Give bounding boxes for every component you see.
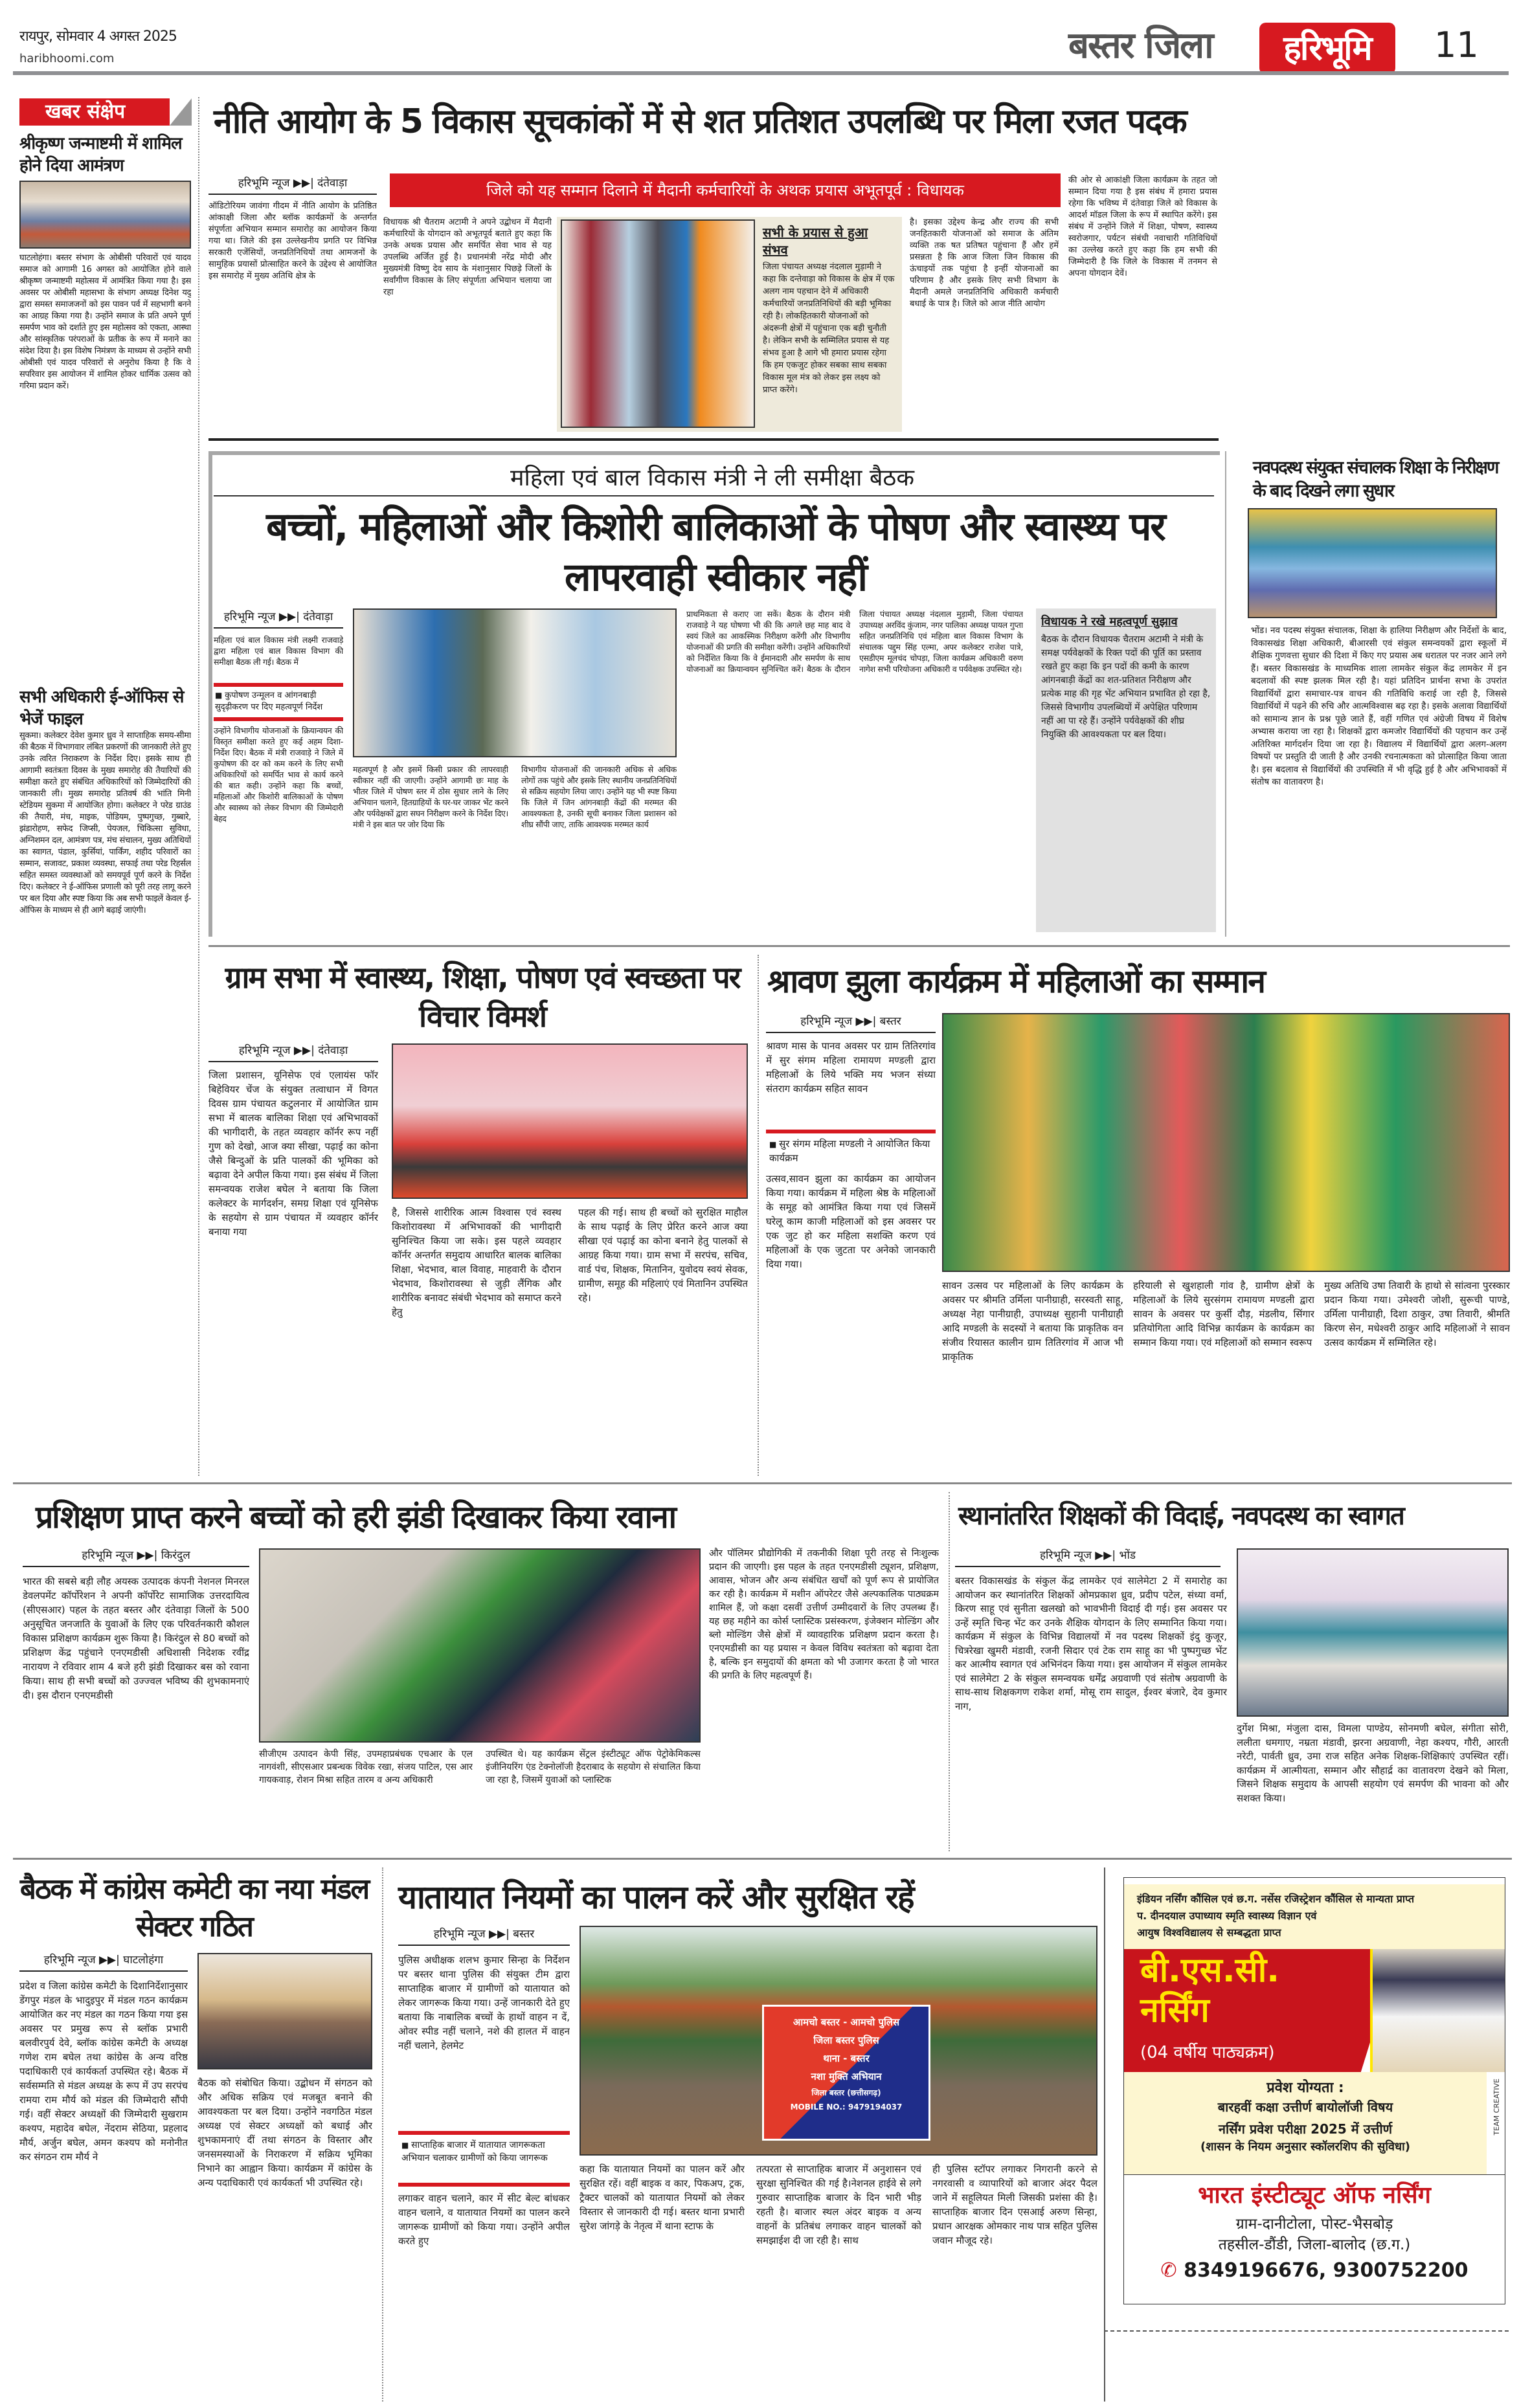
story7-headline: स्थानांतरित शिक्षकों की विदाई, नवपदस्थ का स्वागत xyxy=(958,1501,1404,1531)
byline-place: घाटलोहंगा xyxy=(123,1954,164,1967)
story8-headline: बैठक में कांग्रेस कमेटी का नया मंडल सेक्टर गठित xyxy=(19,1873,369,1943)
story4-byline xyxy=(208,1042,378,1062)
byline-source: हरिभूमि न्यूज xyxy=(1040,1549,1092,1562)
brief-headline: सभी अधिकारी ई-ऑफिस से भेजें फाइल xyxy=(19,687,184,729)
story6-photo-flag-off xyxy=(259,1548,701,1743)
story9-byline xyxy=(398,1926,570,1946)
column-divider xyxy=(382,1867,383,2402)
ad-course-title-2: नर्सिंग xyxy=(1140,1991,1210,2030)
section-divider xyxy=(13,1858,1512,1860)
nasha-mukti-banner xyxy=(762,2005,930,2141)
banner-line: जिला बस्तर (छत्तीसगढ़) xyxy=(811,2088,881,2097)
story1-headline: नीति आयोग के 5 विकास सूचकांकों में से शत प्रतिशत उपलब्धि पर मिला रजत पदक xyxy=(214,102,1186,141)
story5-col4: मुख्य अतिथि उषा तिवारी के हाथो से सांत्वना पुरस्कार प्रदान किया गया। उमेश्वरी जोशी, सुरूची पाण्डे, उर्मिला पानीग्राही, दिशा ठाकुर, उषा तिवारी, श्रीमति किरण सेन, मधेश्वरी ठाकुर आदि महिलाओं ने सावन उत्सव कार्यक्रम में सम्मिलित रहे। xyxy=(1324,1280,1510,1348)
story2-sidebox xyxy=(1036,608,1216,932)
highlight-top-bar xyxy=(214,683,343,687)
byline-place: दंतेवाड़ा xyxy=(317,177,348,190)
story2-photo-meeting xyxy=(353,608,677,757)
ad-address-2: तहसील-डौंडी, जिला-बालोद (छ.ग.) xyxy=(1218,2236,1411,2253)
byline-place: दंतेवाड़ा xyxy=(318,1044,348,1057)
banner-line: आमचो बस्तर - आमचो पुलिस xyxy=(793,2016,900,2028)
phone-icon: ✆ xyxy=(1160,2259,1177,2282)
banner-line: जिला बस्तर पुलिस xyxy=(813,2035,879,2046)
ad-course-title-1: बी.एस.सी. xyxy=(1140,1951,1279,1990)
page-number: 11 xyxy=(1434,25,1479,65)
byline-source: हरिभूमि न्यूज xyxy=(82,1549,134,1562)
ad-eligibility-3: (शासन के नियम अनुसार स्कॉलरशिप की सुविधा) xyxy=(1200,2140,1410,2154)
story8-col1: प्रदेश व जिला कांग्रेस कमेटी के दिशानिर्देशानुसार डेंगपुर मंडल के भादुइपुर में मंडल गठन कार्यक्रम आयोजित कर नए मंडल का गठन किया गया इस अवसर पर प्रमुख रूप से ब्लॉक प्रभारी बलवीरपुर्य देवे, ब्लॉक कांग्रेस कमेटी के अध्यक्ष गणेश राम बघेल तथा कांग्रेस के अन्य वरिष्ठ पदाधिकारी एवं कार्यकर्ता उपस्थित रहे। बैठक में सर्वसम्मति से मंडल अध्यक्ष के रूप में उप सरपंच रामया राम मौर्य को मंडल की जिम्मेदारी सौंपी गई। वहीं सेक्टर अध्यक्षों की जिम्मेदारी सुखराम कश्यप, महादेव बघेल, नेंदराम सेठिया, प्रहलाद मौर्य, अर्जुन बघेल, अमन कश्यप को मनोनीत कर संगठन राम मौर्य ने xyxy=(19,1980,188,2163)
byline-place: दंतेवाड़ा xyxy=(303,610,333,623)
story9-headline: यातायात नियमों का पालन करें और सुरक्षित रहें xyxy=(398,1878,914,1916)
byline-arrow-icon: ▶▶| xyxy=(1095,1549,1116,1562)
highlight-top-bar xyxy=(398,2131,570,2135)
story4-headline: ग्राम सभा में स्वास्थ्य, शिक्षा, पोषण एवं स्वच्छता पर विचार विमर्श xyxy=(225,960,740,1034)
story9-col4: ही पुलिस स्टॉपर लगाकर निगरानी करने से नगरवासी व व्यापारियों को बाजार अंदर पैदल जाने में सहूलियत मिली जिसकी प्रशंसा की है। साप्ताहिक बाजार दिन एसआई अरुण सिन्हा, प्रधान आरक्षक ओमकार नाथ पात्र सहित पुलिस जवान मौजूद रहे। xyxy=(932,2163,1097,2246)
brief-kicker: खबर संक्षेप xyxy=(19,98,188,126)
story8-photo-congress-meeting xyxy=(197,1953,372,2069)
story6-headline: प्रशिक्षण प्राप्त करने बच्चों को हरी झंडी दिखाकर किया रवाना xyxy=(36,1499,676,1535)
highlight-bottom-bar xyxy=(398,2183,570,2187)
brief-body: सुकमा। कलेक्टर देवेश कुमार ध्रुव ने साप्ताहिक समय-सीमा की बैठक में विभागवार लंबित प्रकरणों की जानकारी लेते हुए उनके त्वरित निराकरण के निर्देश दिए। इसके साथ ही आगामी स्वतंत्रता दिवस के मुख्य समारोह की तैयारियों की समीक्षा करते हुए संबंधित अधिकारियों को जिम्मेदारियों की जानकारी ली। मुख्य समारोह प्रतिवर्ष की भांति मिनी स्टेडियम सुकमा में आयोजित होगा। कलेक्टर ने परेड ग्राउंड की तैयारी, मंच, माइक, पोडियम, पुष्पगुच्छ, गुब्बारे, झंडारोहण, सफेद जिप्सी, पेयजल, चिकित्सा सुविधा, अग्निशमन दल, आमंत्रण पत्र, मंच संचालन, मुख्य अतिथियों का स्वागत, पंडाल, कुर्सियां, पार्किंग, शहीद परिवारों का सम्मान, सजावट, प्रकाश व्यवस्था, सफाई तथा परेड रिहर्सल सहित समस्त व्यवस्थाओं को समयपूर्व पूर्ण करने के निर्देश दिए। कलेक्टर ने ई-ऑफिस प्रणाली को पूरी तरह लागू करने पर बल दिया और स्पष्ट किया कि अब सभी फाइलें केवल ई-ऑफिस के माध्यम से ही आगे बढ़ाई जाएंगी। xyxy=(19,731,191,915)
story8-byline xyxy=(19,1952,188,1972)
ad-phone-numbers[interactable]: 8349196676, 9300752200 xyxy=(1184,2259,1468,2282)
story5-col1b: उत्सव,सावन झुला का कार्यक्रम का आयोजन किया गया। कार्यक्रम में महिला श्रेष्ठ के महिलाओं के समूह को आमंत्रित किया गया एवं जिसमें घरेलू काम काजी महिलाओं को इस अवसर पर एक जुट हो कर महिला सशक्ति करण एवं महिलाओं के एक जुटता पर अनेको जानकारी दिया गया। xyxy=(766,1173,936,1270)
ad-eligibility-2: नर्सिंग प्रवेश परीक्षा 2025 में उत्तीर्ण xyxy=(1218,2121,1393,2137)
byline-arrow-icon: ▶▶| xyxy=(98,1954,120,1967)
header-rule xyxy=(13,71,1509,75)
ad-accreditation-1: इंडियन नर्सिंग कौंसिल एवं छ.ग. नर्सेस रजिस्ट्रेशन कौंसिल से मान्यता प्राप्त xyxy=(1137,1893,1415,1905)
story1-sidebox xyxy=(557,217,902,432)
story2-col3: विभागीय योजनाओं की जानकारी अधिक से अधिक लोगों तक पहुंचे और इसके लिए स्थानीय जनप्रतिनिधियों से सक्रिय सहयोग लिया जाए। उन्होंने यह भी स्पष्ट किया कि जिले में जिन आंगनबाड़ी केंद्रों की मरम्मत की आवश्यकता है, उनकी सूची बनाकर जिला प्रशासन को शीघ्र सौंपी जाए, ताकि आवश्यक मरम्मत कार्य xyxy=(521,764,677,829)
story6-col3: और पॉलिमर प्रौद्योगिकी में तकनीकी शिक्षा पूरी तरह से निःशुल्क प्रदान की जाएगी। इस पहल के तहत एनएमडीसी ट्यूशन, प्रशिक्षण, आवास, भोजन और अन्य संबंधित खर्चों को पूर्ण रूप से प्रायोजित कर रही है। कार्यक्रम में मशीन ऑपरेटर जैसे अल्पकालिक पाठ्यक्रम शामिल हैं, जो कक्षा दसवीं उत्तीर्ण उम्मीदवारों के लिए उपलब्ध हैं। यह छह महीने का कोर्स प्लास्टिक प्रसंस्करण, इंजेक्शन मोल्डिंग और ब्लो मोल्डिंग जैसे क्षेत्रों में व्यावहारिक प्रशिक्षण प्रदान करता है। एनएमडीसी का यह प्रयास न केवल विविध स्वतंत्रता को बढ़ावा देता है, बल्कि इन समुदायों की क्षमता को भी उजागर करता है जो भारत की प्रगति के लिए महत्वपूर्ण हैं। xyxy=(709,1548,939,1681)
byline-source: हरिभूमि न्यूज xyxy=(238,1044,291,1057)
story2-intro: महिला एवं बाल विकास मंत्री लक्ष्मी राजवाड़े द्वारा महिला एवं बाल विकास विभाग की समीक्षा बैठक ली गई। बैठक में xyxy=(214,635,343,667)
byline-arrow-icon: ▶▶| xyxy=(488,1928,510,1941)
site-url[interactable]: haribhoomi.com xyxy=(19,52,115,65)
story6-col1: भारत की सबसे बड़ी लौह अयस्क उत्पादक कंपनी नेशनल मिनरल डेवलपमेंट कॉर्पोरेशन ने अपनी कॉर्पोरेट सामाजिक उत्तरदायित्व (सीएसआर) पहल के तहत बस्तर और दंतेवाड़ा जिलों के 500 अनुसूचित जनजाति के युवाओं के लिए एक परिवर्तनकारी कौशल विकास प्रशिक्षण कार्यक्रम शुरू किया है। किरंदुल से 80 बच्चों को प्रशिक्षण केंद्र पहुंचाने एनएमडीसी अधिशासी निदेशक रवींद्र नारायण ने रविवार शाम 4 बजे हरी झंडी दिखाकर बस को रवाना किया। साथ ही सभी बच्चों को उज्ज्वल भविष्य की शुभकामनाएं दी। इस दौरान एनएमडीसी xyxy=(23,1576,249,1701)
ad-photo-students xyxy=(1370,1949,1505,2072)
story8-col2: बैठक को संबोधित किया। उद्बोधन में संगठन को और अधिक सक्रिय एवं मजबूत बनाने की आवश्यकता पर बल दिया। उन्होंने नवगठित मंडल अध्यक्ष एवं सेक्टर अध्यक्षों को बधाई और शुभकामनाएं दीं तथा संगठन के विस्तार और जनसमस्याओं के निराकरण में सक्रिय भूमिका निभाने का आह्वान किया। कार्यक्रम में कांग्रेस के अन्य पदाधिकारी एवं कार्यकर्ता भी उपस्थित रहे। xyxy=(197,2077,372,2189)
story5-col1a: श्रावण मास के पानव अवसर पर ग्राम तितिरगांव में सुर संगम महिला रामायण मण्डली द्वारा महिलाओं के लिये भक्ति मय भजन संध्या संतराग कार्यक्रम सहित सावन xyxy=(766,1040,936,1095)
banner-line: MOBILE NO.: 9479194037 xyxy=(790,2102,903,2112)
section-divider xyxy=(208,438,1219,441)
story4-col2: है, जिससे शारीरिक आत्म विश्वास एवं स्वस्थ किशोरावस्था में अभिभावकों की भागीदारी सुनिश्चित किया जा सके। इस पहले व्यवहार कॉर्नर अन्तर्गत समुदाय आधारित बालक बालिका शिक्षा, भेदभाव, बाल विवाह, माहवारी के दौरान भेदभाव, किशोरावस्था से जुड़ी लैंगिक और शारीरिक बनावट संबंधी भेदभाव को समाप्त करने हेतु xyxy=(392,1207,561,1318)
section-divider xyxy=(208,945,1510,947)
column-divider xyxy=(1104,1867,1105,2402)
story4-photo-gram-sabha xyxy=(392,1043,748,1199)
ad-accreditation-2: प. दीनदयाल उपाध्याय स्मृति स्वास्थ्य विज्ञान एवं xyxy=(1137,1910,1317,1922)
story9-photo-awareness-rally xyxy=(579,1926,1097,2156)
issue-date: रायपुर, सोमवार 4 अगस्त 2025 xyxy=(19,28,177,45)
story5-photo-women-group xyxy=(942,1013,1510,1272)
story1-col4: की ओर से आकांक्षी जिला कार्यक्रम के तहत जो सम्मान दिया गया है इस संबंध में हमारा प्रयास रहेगा कि भविष्य में दंतेवाड़ा जिले को विकास के आदर्श मॉडल जिला के रूप में स्थापित करेंगे। इस संबंध में उन्होंने जिले में शिक्षा, पोषण, स्वास्थ्य स्वरोजगार, पर्यटन संबंधी नवाचारी गतिविधियों का उल्लेख करते हुए कहा कि हम सभी की जिम्मेदारी है कि जिले के विकास में तनमन से अपना योगदान देवें। xyxy=(1068,175,1217,278)
ad-duration: (04 वर्षीय पाठ्यक्रम) xyxy=(1140,2043,1275,2062)
story2-col1: उन्होंने विभागीय योजनाओं के क्रियान्वयन की विस्तृत समीक्षा करते हुए कई अहम दिशा-निर्देश दिए। बैठक में मंत्री राजवाड़े ने जिले में कुपोषण की दर को कम करने के लिए सभी अधिकारियों को समर्पित भाव से कार्य करने की बात कही। उन्होंने कहा कि बच्चों, महिलाओं और किशोरी बालिकाओं के पोषण और स्वास्थ्य को लेकर विभाग की जिम्मेदारी बेहद xyxy=(214,726,343,823)
brief-photo-janmashtami xyxy=(19,181,191,249)
column-divider xyxy=(758,955,759,1476)
ad-eligibility-1: बारहवीं कक्षा उत्तीर्ण बायोलॉजी विषय xyxy=(1217,2099,1393,2115)
section-divider xyxy=(13,1482,1512,1484)
story2-highlight: ■ कुपोषण उन्मूलन व आंगनबाड़ी सुदृढ़ीकरण पर दिए महत्वपूर्ण निर्देश xyxy=(215,689,343,713)
byline-arrow-icon: ▶▶| xyxy=(293,177,314,190)
story6-byline xyxy=(23,1547,249,1567)
byline-place: बस्तर xyxy=(879,1015,901,1028)
story5-highlight: ■ सुर संगम महिला मण्डली ने आयोजित किया कार्यक्रम xyxy=(769,1137,936,1165)
byline-place: बस्तर xyxy=(513,1928,535,1941)
byline-arrow-icon: ▶▶| xyxy=(137,1549,158,1562)
story2-byline xyxy=(214,608,343,629)
story7-byline xyxy=(955,1547,1221,1567)
story2-col2: महत्वपूर्ण है और इसमें किसी प्रकार की लापरवाही स्वीकार नहीं की जाएगी। उन्होंने आगामी छः माह के भीतर जिले में पोषण स्तर में ठोस सुधार लाने के लिए अभियान चलाने, हितग्राहियों के घर-घर जाकर भेंट करने और पर्यवेक्षकों द्वारा सघन निरीक्षण करने के निर्देश दिए। मंत्री ने इस बात पर जोर दिया कि xyxy=(353,764,508,829)
brief-item-2 xyxy=(19,686,191,1476)
story5-col3: हरियाली से खुशहाली गांव है, ग्रामीण क्षेत्रों के महिलाओं के लिये सुरसंगम रामायण मण्डली द्वारा सावन के अवसर पर कुर्सी दौड़, मंडलीय, सिंगार प्रतियोगिता आदि विभिन्न कार्यक्रम के कार्यक्रम का सम्मान किया गया। एवं महिलाओं को सम्मान स्वरूप xyxy=(1133,1280,1314,1348)
byline-arrow-icon: ▶▶| xyxy=(855,1015,877,1028)
sidebox-title: सभी के प्रयास से हुआ संभव xyxy=(763,225,868,258)
masthead-logo: हरिभूमि xyxy=(1259,23,1395,74)
sidebox-title: विधायक ने रखे महत्वपूर्ण सुझाव xyxy=(1041,615,1178,629)
byline-place: किरंदुल xyxy=(161,1549,190,1562)
ad-phone-row xyxy=(1124,2258,1505,2284)
byline-arrow-icon: ▶▶| xyxy=(278,610,300,623)
column-divider xyxy=(198,97,199,1476)
story5-byline xyxy=(766,1013,936,1033)
byline-source: हरिभूमि न्यूज xyxy=(800,1015,853,1028)
story6-col2b: उपस्थित थे। यह कार्यक्रम सेंट्रल इंस्टीट्यूट ऑफ पेट्रोकेमिकल्स इंजीनियरिंग एंड टेक्नोलॉजी हैदराबाद के सहयोग से संचालित किया जा रहा है, जिसमें युवाओं को प्लास्टिक xyxy=(486,1749,701,1785)
column-divider xyxy=(1225,451,1226,937)
story1-col3: है। इसका उद्देश्य केन्द्र और राज्य की सभी जनहितकारी योजनाओं को समाज के अंतिम व्यक्ति तक षत प्रतिषत पहुंचाना हैं और हमें प्रसन्नता है कि आज जिला जिन विकास की ऊंचाइयों तक पहुंचा है इन्हीं योजनाओं का परिणाम है और इसके लिए सभी विभाग के मैदानी अमले जनप्रतिनिधि अधिकारी कर्मचारी बधाई के पात्र है। जिले को आज नीति आयोग xyxy=(910,217,1059,309)
story7-photo-farewell xyxy=(1237,1548,1509,1717)
story4-col3: पहल की गई। साथ ही बच्चों को सुरक्षित माहौल के साथ पढ़ाई के लिए प्रेरित करने आज क्या सीखा एवं पढ़ाई का कोना बनाने हेतु पालकों से आग्रह किया गया। ग्राम सभा में सरपंच, सचिव, वार्ड पंच, शिक्षक, मितानिन, युवोदय स्वयं सेवक, ग्रामीण, समूह की महिलाएं एवं मितानिन उपस्थित रहे। xyxy=(578,1207,748,1304)
ad-credit: TEAM CREATIVE xyxy=(1492,2079,1501,2135)
story9-col3: तत्परता से साप्ताहिक बाजार में अनुशासन एवं सुरक्षा सुनिश्चित की गई है।नेशनल हाईवे से लगे गुरुवार साप्ताहिक बाजार के दिन भारी भीड़ रहती है। बाजार स्थल अंदर बाइक व अन्य वाहनों के प्रतिबंध लगाकर वाहन चालकों को समझाईश दी जा रही है। साथ xyxy=(756,2163,921,2246)
story1-byline xyxy=(208,175,377,195)
sidebox-body: बैठक के दौरान विधायक चैतराम अटामी ने मंत्री के समक्ष पर्यवेक्षकों के रिक्त पदों की पूर्ति का प्रस्ताव रखते हुए कहा कि इन पदों की कमी के कारण आंगनबाड़ी केंद्रों का शत-प्रतिशत निरीक्षण और प्रत्येक माह की गृह भेंट अभियान प्रभावित हो रहा है, जिससे विभागीय उपलब्धियों में अपेक्षित परिणाम नहीं आ पा रहे हैं। उन्होंने पर्यवेक्षकों की शीघ्र नियुक्ति की आवश्यकता पर बल दिया। xyxy=(1041,634,1211,740)
nursing-advertisement-footer xyxy=(1123,2175,1505,2304)
ad-eligibility-label: प्रवेश योग्यता : xyxy=(1266,2080,1344,2096)
highlight-top-bar xyxy=(766,1130,936,1133)
story1-col2: विधायक श्री चैतराम अटामी ने अपने उद्बोधन में मैदानी कर्मचारियों के योगदान को अभूतपूर्व बताते हुए कहा कि उनके अथक प्रयास और समर्पित सेवा भाव से यह उपलब्धि अर्जित हुई है। प्रधानमंत्री नरेंद्र मोदी और मुख्यमंत्री विष्णु देव साय के मंशानुसार पिछड़े जिलों के सर्वांगीण विकास के लिए संपूर्णता अभियान चलाया जा रहा xyxy=(383,217,552,297)
page-bottom-rule xyxy=(1104,2330,1509,2332)
story5-col2: सावन उत्सव पर महिलाओं के लिए कार्यक्रम के अवसर पर श्रीमति उर्मिला पानीग्राही, सरस्वती साहू, अध्यक्ष नेहा पानीग्राही, उपाध्यक्ष सुहानी पानीग्राही आदि मण्डली के सदस्यों ने बताया कि प्राकृतिक वन संजीव रियासत कालीन ग्राम तितिरगांव में आज भी प्राकृतिक xyxy=(942,1280,1123,1363)
brief-body: घाटलोहंगा। बस्तर संभाग के ओबीसी परिवारों एवं यादव समाज को आगामी 16 अगस्त को आयोजित होने वाले श्रीकृष्ण जन्माष्टमी महोत्सव में आमंत्रित किया गया है। इस अवसर पर ओबीसी महासभा के संभाग अध्यक्ष दिनेश यदु द्वारा समस्त समाजजनों को इस पावन पर्व में सहभागी बनने का आग्रह किया गया है। उन्होंने समाज के प्रति अपने पूर्ण समर्पण भाव को दर्शाते हुए इस महोत्सव को एकता, आस्था और सांस्कृतिक परंपराओं के प्रतीक के रूप में मनाने का संदेश दिया है। इस विशेष निमंत्रण के माध्यम से उन्होंने सभी ओबीसी एवं यादव परिवारों से अनुरोध किया है कि वे सपरिवार इस आयोजन में शामिल होकर धार्मिक उत्सव को गरिमा प्रदान करें। xyxy=(19,253,191,391)
ad-accreditation-3: आयुष विश्वविद्यालय से सम्बद्धता प्राप्त xyxy=(1137,1926,1281,1939)
story2-headline: बच्चों, महिलाओं और किशोरी बालिकाओं के पोषण और स्वास्थ्य पर लापरवाही स्वीकार नहीं xyxy=(266,504,1165,600)
story9-highlight: ■ साप्ताहिक बाजार में यातायात जागरूकता अभियान चलाकर ग्रामीणों को किया जागरूक xyxy=(401,2139,570,2165)
byline-source: हरिभूमि न्यूज xyxy=(433,1928,486,1941)
story3-photo-school-assembly xyxy=(1248,508,1497,618)
byline-arrow-icon: ▶▶| xyxy=(293,1044,315,1057)
story1-photo-dignitaries xyxy=(561,219,755,428)
story4-col1: जिला प्रशासन, यूनिसेफ एवं एलायंस फॉर बिहेवियर चेंज के संयुक्त तत्वाधान में विगत दिवस ग्राम पंचायत कटुलनार में आयोजित ग्राम सभा में बालक बालिका शिक्षा एवं अभिभावकों की भागीदारी, के तहत व्यवहार कॉर्नर रूप नहीं गुण को देखो, आज क्या सीखा, पढ़ाई का कोना जैसे बिन्दुओं के प्रति पालकों की भूमिका को बढ़ावा देने अपील किया गया। इस संबंध में जिला समन्वयक राजेश बघेल ने बताया कि जिला कलेक्टर के मार्गदर्शन, समग्र शिक्षा एवं यूनिसेफ के सहयोग से ग्राम पंचायत में व्यवहार कॉर्नर बनाया गया xyxy=(208,1069,378,1238)
story7-col1: बस्तर विकासखंड के संकुल केंद्र लामकेर एवं सालेमेटा 2 में समारोह का आयोजन कर स्थानांतरित शिक्षकों ओमप्रकाश ध्रुव, प्रदीप पटेल, संध्या वर्मा, किरण साहू एवं सुनीता खलखो को भावभीनी विदाई दी गई। इस अवसर पर उन्हें स्मृति चिन्ह भेंट कर उनके शैक्षिक योगदान के लिए सम्मानित किया गया। कार्यक्रम में संकुल के विभिन्न विद्यालयों में नव पदस्थ शिक्षकों इंदु कुजूर, चित्ररेखा खुमरी मंडावी, रजनी सिदार एवं टेक राम साहू का भी पुष्पगुच्छ भेंट कर आत्मीय स्वागत एवं अभिनंदन किया गया। इस आयोजन में संकुल लामकेर एवं सालेमेटा 2 के संकुल समन्वयक धर्मेंद्र अग्रवाणी एवं संतोष अग्रवाणी के साथ-साथ शिक्षकगण राकेश शर्मा, मोसू राम सादुल, ईश्वर बंजारे, देव कुमार नाग, xyxy=(955,1575,1227,1712)
story3-body: भोंड। नव पदस्थ संयुक्त संचालक, शिक्षा के हालिया निरीक्षण और निर्देशों के बाद, विकासखंड शिक्षा अधिकारी, बीआरसी एवं संकुल समन्वयकों द्वारा स्कूलों में शैक्षिक गुणवत्ता सुधार की दिशा में किए गए प्रयास अब धरातल पर नजर आने लगे हैं। बस्तर विकासखंड के माध्यमिक शाला लामकेर संकुल केंद्र लामकेर में इन बदलावों की स्पष्ट झलक मिल रही है। यहां प्रतिदिन प्रार्थना सभा के उपरांत विद्यार्थियों द्वारा समाचार-पत्र वाचन की गतिविधि कराई जा रही है, जिससे विद्यार्थियों में पढ़ने की रुचि और आत्मविश्वास बढ़ रहा है। इसके अलावा विद्यार्थियों को सामान्य ज्ञान के प्रश्न पूछे जाते हैं, वहीं गणित एवं अंग्रेजी विषय में विशेष अभ्यास कराया जा रहा है। शिक्षकों द्वारा कमजोर विद्यार्थियों की पहचान कर उन्हें अतिरिक्त मार्गदर्शन दिया जा रहा है। विद्यालय में विद्यार्थियों द्वारा अलग-अलग विषयों पर प्रस्तुति दी जाती है और उनकी रचनात्मकता को प्रोत्साहित किया जाता है। इस बदलाव से विद्यार्थियों की उपस्थिति में भी वृद्धि हुई है और अभिभावकों में संतोष का वातावरण है। xyxy=(1251,625,1507,787)
section-title: बस्तर जिला xyxy=(1068,25,1213,67)
byline-source: हरिभूमि न्यूज xyxy=(238,177,290,190)
story9-col1b: लगाकर वाहन चलाने, कार में सीट बेल्ट बांधकर वाहन चलाने, व यातायात नियमों का पालन करने जागरूक ग्रामीणों को किया गया। उन्होंने अपील करते हुए xyxy=(398,2192,570,2247)
story6-caption: सीजीएम उत्पादन केपी सिंह, उपमहाप्रबंधक एचआर के एल नागवंशी, सीएसआर प्रबन्धक विवेक रखा, संजय पाटिल, एस आर गायकवाड़, रोशन मिश्रा सहित तारम व अन्य अधिकारी xyxy=(259,1749,473,1785)
overline-rule xyxy=(214,495,1214,496)
banner-line: थाना - बस्तर xyxy=(823,2053,870,2064)
ad-address-1: ग्राम-दानीटोला, पोस्ट-भैसबोड़ xyxy=(1235,2216,1393,2233)
brief-headline: श्रीकृष्ण जन्माष्टमी में शामिल होने दिया आमंत्रण xyxy=(19,134,182,175)
ad-institute-name: भारत इंस्टीट्यूट ऑफ नर्सिंग xyxy=(1198,2182,1431,2209)
story9-col1: पुलिस अधीक्षक शलभ कुमार सिन्हा के निर्देशन पर बस्तर थाना पुलिस की संयुक्त टीम द्वारा साप्ताहिक बाजार में ग्रामीणों को यातायात को लेकर जागरूक किया गया। उन्हें जानकारी देते हुए बताया कि नाबालिक बच्चों के हाथों वाहन न दें, ओवर स्पीड नहीं चलाने, नशे की हालत में वाहन नहीं चलाने, हेलमेट xyxy=(398,1954,570,2051)
nursing-advertisement xyxy=(1123,1877,1505,2175)
banner-line: नशा मुक्ति अभियान xyxy=(811,2071,882,2082)
story2-col4: प्राथमिकता से कराए जा सकें। बैठक के दौरान मंत्री राजवाड़े ने यह घोषणा भी की कि अगले छह माह बाद वे स्वयं जिले का आकस्मिक निरीक्षण करेंगी और विभागीय योजनाओं की प्रगति की समीक्षा करेंगी। उन्होंने अधिकारियों को निर्देशित किया कि वे ईमानदारी और समर्पण के साथ योजनाओं का क्रियान्वयन सुनिश्चित करें। बैठक के दौरान जिला पंचायत अध्यक्ष नंदलाल मुड़ामी, जिला पंचायत उपाध्यक्ष अरविंद कुंजाम, नगर पालिका अध्यक्ष पायल गुप्ता सहित जनप्रतिनिधि एवं महिला बाल विकास विभाग के संचालक पद्दुम सिंह एल्मा, अपर कलेक्टर राजेश पात्रे, एसडीएम मूलचंद चोपड़ा, जिला कार्यक्रम अधिकारी वरुण नागेश सभी परियोजना अधिकारी व पर्यवेक्षक उपस्थित रहे। xyxy=(686,609,1023,674)
story3-headline: नवपदस्थ संयुक्त संचालक शिक्षा के निरीक्षण के बाद दिखने लगा सुधार xyxy=(1253,458,1498,501)
kicker-fold-decoration xyxy=(170,98,192,126)
brief-item-1 xyxy=(19,133,191,676)
byline-place: भोंड xyxy=(1119,1549,1136,1562)
byline-source: हरिभूमि न्यूज xyxy=(223,610,276,623)
byline-source: हरिभूमि न्यूज xyxy=(43,1954,96,1967)
sidebox-body: जिला पंचायत अध्यक्ष नंदलाल मुड़ामी ने कहा कि दन्तेवाड़ा को विकास के क्षेत्र में एक अलग नाम पहचान देने में अधिकारी कर्मचारियों जनप्रतिनिधियों की बड़ी भूमिका रही है। लोकहितकारी योजनाओं को अंदरूनी क्षेत्रों में पहुंचाना एक बड़ी चुनौती है। लेकिन सभी के सम्मिलित प्रयास से यह संभव हुआ है आगे भी हमारा प्रयास रहेगा कि हम एकजुट होकर सबका साथ सबका विकास मूल मंत्र को लेकर इस लक्ष्य को प्राप्त करेंगे। xyxy=(763,262,895,395)
story2-overline: महिला एवं बाल विकास मंत्री ने ली समीक्षा बैठक xyxy=(510,465,914,491)
story1-subhead: जिले को यह सम्मान दिलाने में मैदानी कर्मचारियों के अथक प्रयास अभूतपूर्व : विधायक xyxy=(390,173,1061,207)
story1-col1: ऑडिटोरियम जावंगा गीदम में नीति आयोग के प्रतिष्ठित आंकाक्षी जिला और ब्लॉक कार्यक्रमों के अन्तर्गत संपूर्णता अभियान सम्मान समारोह का आयोजन किया गया था। जिले की इस उल्लेखनीय प्रगति पर विभिन्न सरकारी एजेंसियों, जनप्रतिनिधियों तथा आमजनों के सामुहिक प्रयासों प्रोत्साहित करने के उद्देश्य से आयोजित इस समारोह में मुख्य अतिथि क्षेत्र के xyxy=(208,201,377,281)
story9-col2: कहा कि यातायात नियमों का पालन करें और सुरक्षित रहें। वहीं बाइक व कार, पिकअप, ट्रक, ट्रैक्टर चालकों को यातायात नियमों को लेकर विस्तार से जानकारी दी गई। बस्तर थाना प्रभारी सुरेश जांगड़े के नेतृत्व में थाना स्टाफ के xyxy=(579,2163,745,2232)
column-divider xyxy=(949,1492,950,1851)
highlight-bottom-bar xyxy=(214,717,343,721)
story7-col2: दुर्गेश मिश्रा, मंजुला दास, विमला पाण्डेय, सोनमणी बघेल, संगीता सोरी, ललीता धमगाए, नम्रता मंडावी, झरना अग्रवाणी, नेहा कश्यप, गौरी, आरती नरेटी, पार्वती ध्रुव, उमा राज सहित अनेक शिक्षक-शिक्षिकाएं उपस्थित रहीं। कार्यक्रम में आत्मीयता, सम्मान और सौहार्द्र का वातावरण देखने को मिला, जिसने शिक्षक समुदाय के आपसी सहयोग एवं समर्पण की भावना को और सशक्त किया। xyxy=(1237,1722,1509,1804)
story5-headline: श्रावण झुला कार्यक्रम में महिलाओं का सम्मान xyxy=(767,963,1265,1000)
